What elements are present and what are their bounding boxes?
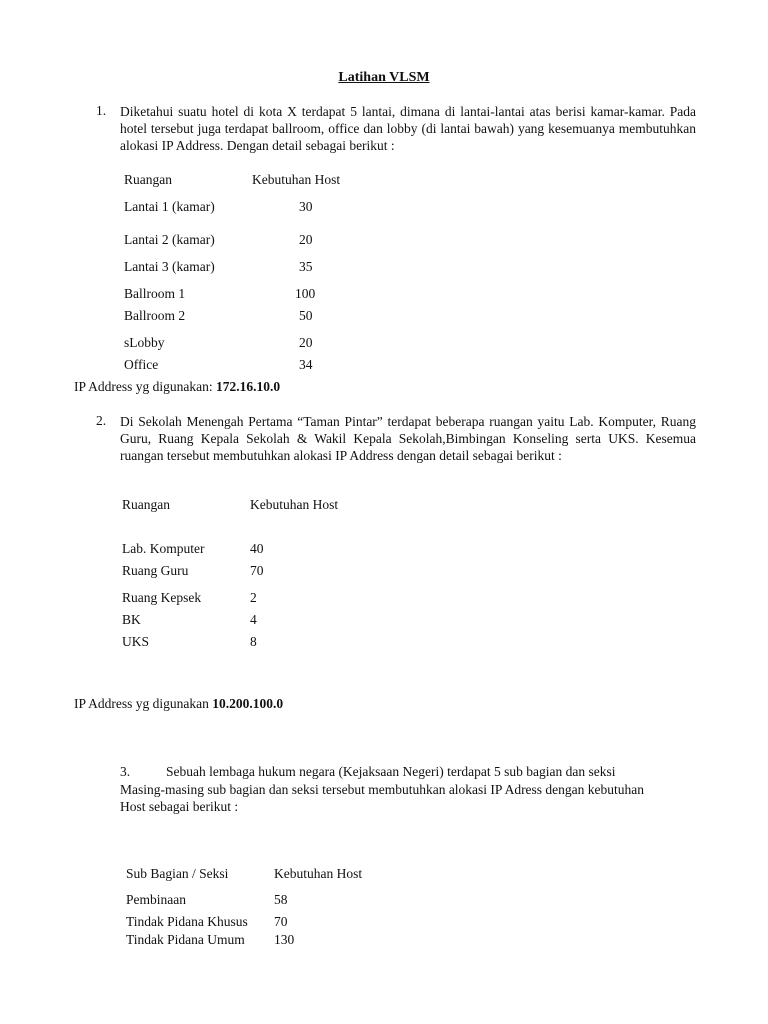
host-count: 35 [299, 259, 313, 274]
host-count: 40 [250, 541, 264, 556]
room-name: Ruang Kepsek [122, 590, 202, 605]
q1-ip-value: 172.16.10.0 [216, 379, 281, 394]
host-count: 34 [299, 357, 313, 372]
room-name: Lantai 2 (kamar) [124, 232, 215, 247]
room-name: Lantai 1 (kamar) [124, 199, 215, 214]
q3-number: 3. [120, 764, 131, 779]
q2-header-host: Kebutuhan Host [250, 497, 339, 512]
host-count: 70 [274, 914, 288, 929]
section-name: Tindak Pidana Umum [126, 932, 245, 947]
q2-ip-value: 10.200.100.0 [212, 696, 284, 711]
room-name: Ballroom 2 [124, 308, 186, 323]
q1-ip-label: IP Address yg digunakan: [74, 379, 216, 394]
host-count: 70 [250, 563, 264, 578]
q3-first-line: Sebuah lembaga hukum negara (Kejaksaan Negeri) terdapat 5 sub bagian dan seksi [166, 764, 616, 779]
q3-text: Masing-masing sub bagian dan seksi tersebut membutuhkan alokasi IP Adress dengan kebutuhan Host sebagai berikut : [120, 782, 645, 814]
host-count: 100 [295, 286, 316, 301]
section-name: Tindak Pidana Khusus [126, 914, 248, 929]
q1-number: 1. [96, 103, 107, 118]
room-name: Ruang Guru [122, 563, 189, 578]
q3-header-host: Kebutuhan Host [274, 866, 363, 881]
q2-ip-line [74, 696, 283, 712]
room-name: BK [122, 612, 141, 627]
q2-ip-label: IP Address yg digunakan [74, 696, 213, 711]
q1-text: Diketahui suatu hotel di kota X terdapat 5 lantai, dimana di lantai-lantai atas berisi kamar-kamar. Pada hotel tersebut juga terdapat ballroom, office dan lobby (di lantai bawah) yang kesemuanya membutuhkan alokasi IP Address. Dengan detail sebagai berikut : [120, 104, 696, 153]
host-count: 2 [250, 590, 257, 605]
room-name: UKS [122, 634, 150, 649]
room-name: sLobby [124, 335, 165, 350]
host-count: 20 [299, 232, 313, 247]
page-title: Latihan VLSM [338, 70, 430, 85]
room-name: Lantai 3 (kamar) [124, 259, 215, 274]
host-count: 4 [250, 612, 257, 627]
host-count: 8 [250, 634, 257, 649]
host-count: 58 [274, 892, 288, 907]
q1-ip-line [74, 379, 280, 395]
q2-text: Di Sekolah Menengah Pertama “Taman Pintar” terdapat beberapa ruangan yaitu Lab. Komputer, Ruang Guru, Ruang Kepala Sekolah & Wakil Kepala Sekolah,Bimbingan Konseling serta UKS. Kesemua ruangan tersebut membutuhkan alokasi IP Address dengan detail sebagai berikut : [120, 414, 696, 463]
room-name: Office [124, 357, 159, 372]
q1-header-room: Ruangan [124, 172, 172, 187]
q3-header-section: Sub Bagian / Seksi [126, 866, 229, 881]
host-count: 20 [299, 335, 313, 350]
room-name: Ballroom 1 [124, 286, 186, 301]
host-count: 30 [299, 199, 313, 214]
q2-header-room: Ruangan [122, 497, 170, 512]
section-name: Pembinaan [126, 892, 186, 907]
room-name: Lab. Komputer [122, 541, 205, 556]
q1-header-host: Kebutuhan Host [252, 172, 341, 187]
host-count: 130 [274, 932, 295, 947]
q2-number: 2. [96, 413, 107, 428]
host-count: 50 [299, 308, 313, 323]
